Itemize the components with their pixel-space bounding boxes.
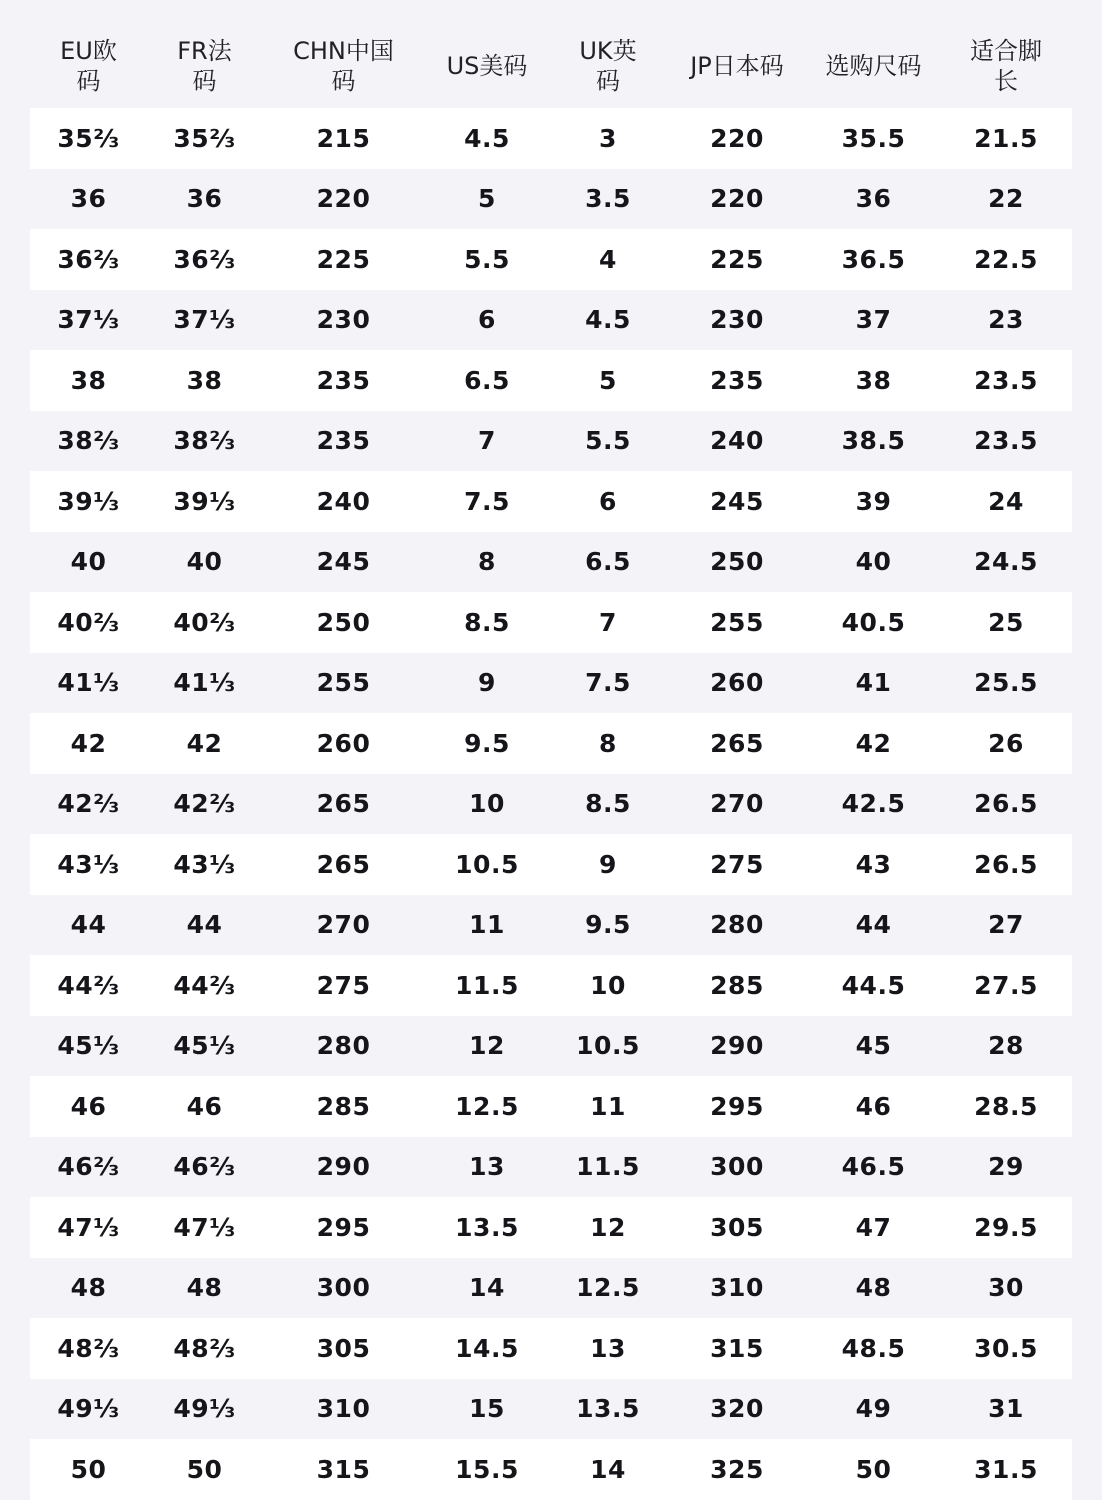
cell-chosen-size: 44	[855, 910, 892, 940]
cell-chn: 235	[316, 426, 371, 456]
cell-us: 13	[469, 1152, 505, 1182]
cell-fr: 44	[186, 910, 223, 940]
cell-us: 7.5	[464, 486, 510, 516]
table-row	[30, 471, 1072, 532]
cell-fr: 47⅓	[173, 1212, 236, 1242]
header-jp	[667, 51, 807, 81]
cell-chn: 275	[316, 970, 371, 1000]
header-fr-line1: FR法 码	[177, 37, 232, 95]
cell-foot-length: 29	[988, 1152, 1024, 1182]
cell-eu: 50	[70, 1454, 107, 1484]
cell-us: 6.5	[464, 365, 510, 395]
cell-chosen-size: 38.5	[841, 426, 906, 456]
cell-uk: 10.5	[576, 1031, 640, 1061]
cell-uk: 7.5	[585, 668, 631, 698]
cell-eu: 44⅔	[57, 970, 120, 1000]
cell-uk: 14	[590, 1454, 626, 1484]
cell-chn: 250	[316, 607, 371, 637]
cell-jp: 220	[710, 123, 764, 153]
cell-us: 13.5	[455, 1212, 519, 1242]
cell-foot-length: 23.5	[974, 365, 1038, 395]
cell-chosen-size: 35.5	[841, 123, 906, 153]
table-row	[30, 411, 1072, 472]
cell-jp: 260	[710, 668, 764, 698]
cell-chn: 265	[316, 849, 371, 879]
cell-us: 9.5	[464, 728, 510, 758]
cell-us: 5.5	[464, 244, 510, 274]
cell-foot-length: 26	[988, 728, 1024, 758]
cell-eu: 37⅓	[57, 305, 120, 335]
cell-eu: 49⅓	[57, 1394, 120, 1424]
cell-foot-length: 30	[988, 1273, 1024, 1303]
cell-eu: 46	[70, 1091, 107, 1121]
cell-fr: 40⅔	[173, 607, 236, 637]
table-row	[30, 532, 1072, 593]
cell-jp: 275	[710, 849, 764, 879]
cell-uk: 10	[590, 970, 626, 1000]
cell-chn: 255	[316, 668, 371, 698]
cell-foot-length: 28	[988, 1031, 1024, 1061]
cell-fr: 48⅔	[173, 1333, 236, 1363]
cell-foot-length: 26.5	[974, 789, 1038, 819]
cell-jp: 270	[710, 789, 764, 819]
cell-uk: 12.5	[576, 1273, 640, 1303]
cell-uk: 13.5	[576, 1394, 640, 1424]
table-row	[30, 955, 1072, 1016]
header-chosen-size-line1: 选购尺码	[825, 52, 922, 80]
cell-jp: 300	[710, 1152, 764, 1182]
header-foot-length-line1: 适合脚 长	[970, 37, 1042, 95]
cell-fr: 42⅔	[173, 789, 236, 819]
cell-uk: 8.5	[585, 789, 631, 819]
cell-chosen-size: 37	[855, 305, 892, 335]
cell-jp: 305	[710, 1212, 764, 1242]
cell-eu: 47⅓	[57, 1212, 120, 1242]
cell-jp: 240	[710, 426, 764, 456]
cell-fr: 45⅓	[173, 1031, 236, 1061]
cell-us: 12	[469, 1031, 505, 1061]
cell-eu: 46⅔	[57, 1152, 120, 1182]
header-uk	[549, 36, 667, 96]
cell-foot-length: 25	[988, 607, 1024, 637]
table-row	[30, 774, 1072, 835]
cell-jp: 285	[710, 970, 764, 1000]
cell-jp: 310	[710, 1273, 764, 1303]
cell-chosen-size: 42.5	[841, 789, 906, 819]
cell-jp: 250	[710, 547, 764, 577]
cell-jp: 295	[710, 1091, 764, 1121]
cell-foot-length: 23	[988, 305, 1024, 335]
cell-us: 10.5	[455, 849, 519, 879]
cell-fr: 38⅔	[173, 426, 236, 456]
cell-chn: 235	[316, 365, 371, 395]
table-row	[30, 653, 1072, 714]
cell-jp: 245	[710, 486, 764, 516]
cell-uk: 6.5	[585, 547, 631, 577]
table-row	[30, 1076, 1072, 1137]
table-row	[30, 1197, 1072, 1258]
cell-uk: 11.5	[576, 1152, 640, 1182]
cell-us: 11	[469, 910, 505, 940]
cell-chosen-size: 46.5	[841, 1152, 906, 1182]
cell-us: 6	[478, 305, 496, 335]
table-row	[30, 108, 1072, 169]
cell-us: 11.5	[455, 970, 519, 1000]
cell-eu: 43⅓	[57, 849, 120, 879]
cell-fr: 49⅓	[173, 1394, 236, 1424]
cell-fr: 40	[186, 547, 223, 577]
cell-eu: 44	[70, 910, 107, 940]
cell-fr: 43⅓	[173, 849, 236, 879]
cell-uk: 13	[590, 1333, 626, 1363]
cell-foot-length: 30.5	[974, 1333, 1038, 1363]
cell-jp: 290	[710, 1031, 764, 1061]
cell-eu: 40⅔	[57, 607, 120, 637]
cell-jp: 320	[710, 1394, 764, 1424]
table-row	[30, 1137, 1072, 1198]
cell-jp: 325	[710, 1454, 764, 1484]
table-row	[30, 834, 1072, 895]
cell-chosen-size: 40.5	[841, 607, 906, 637]
cell-us: 5	[478, 184, 496, 214]
cell-chosen-size: 46	[855, 1091, 892, 1121]
cell-chosen-size: 45	[855, 1031, 892, 1061]
cell-chosen-size: 36.5	[841, 244, 906, 274]
cell-chn: 240	[316, 486, 371, 516]
cell-us: 14	[469, 1273, 505, 1303]
cell-chosen-size: 36	[855, 184, 892, 214]
cell-jp: 225	[710, 244, 764, 274]
table-row	[30, 1379, 1072, 1440]
cell-jp: 265	[710, 728, 764, 758]
cell-eu: 45⅓	[57, 1031, 120, 1061]
cell-uk: 5	[599, 365, 617, 395]
table-row	[30, 895, 1072, 956]
cell-chn: 300	[316, 1273, 371, 1303]
cell-eu: 36⅔	[57, 244, 120, 274]
cell-chn: 270	[316, 910, 371, 940]
cell-chn: 220	[316, 184, 371, 214]
cell-chosen-size: 39	[855, 486, 892, 516]
cell-chosen-size: 42	[855, 728, 892, 758]
cell-chosen-size: 40	[855, 547, 892, 577]
cell-chn: 310	[316, 1394, 371, 1424]
cell-foot-length: 22.5	[974, 244, 1038, 274]
cell-foot-length: 31.5	[974, 1454, 1038, 1484]
cell-uk: 12	[590, 1212, 626, 1242]
cell-eu: 40	[70, 547, 107, 577]
cell-us: 9	[478, 668, 496, 698]
cell-chosen-size: 44.5	[841, 970, 906, 1000]
cell-chosen-size: 47	[855, 1212, 892, 1242]
cell-foot-length: 27	[988, 910, 1024, 940]
cell-eu: 38	[70, 365, 107, 395]
cell-us: 10	[469, 789, 505, 819]
cell-us: 14.5	[455, 1333, 519, 1363]
table-row	[30, 1016, 1072, 1077]
table-row	[30, 713, 1072, 774]
cell-jp: 315	[710, 1333, 764, 1363]
header-eu	[30, 36, 147, 96]
cell-fr: 48	[186, 1273, 223, 1303]
cell-uk: 4	[599, 244, 617, 274]
cell-uk: 9	[599, 849, 617, 879]
cell-uk: 4.5	[585, 305, 631, 335]
cell-chn: 305	[316, 1333, 371, 1363]
cell-uk: 6	[599, 486, 617, 516]
cell-fr: 44⅔	[173, 970, 236, 1000]
table-row	[30, 1318, 1072, 1379]
header-chn-line1: CHN中国 码	[293, 37, 394, 95]
table-row	[30, 592, 1072, 653]
cell-chn: 285	[316, 1091, 371, 1121]
header-us-line1: US美码	[446, 52, 528, 80]
header-foot-length	[940, 36, 1072, 96]
cell-foot-length: 22	[988, 184, 1024, 214]
cell-foot-length: 28.5	[974, 1091, 1038, 1121]
cell-us: 15	[469, 1394, 505, 1424]
cell-eu: 39⅓	[57, 486, 120, 516]
header-fr	[147, 36, 262, 96]
cell-us: 12.5	[455, 1091, 519, 1121]
cell-jp: 255	[710, 607, 764, 637]
cell-fr: 41⅓	[173, 668, 236, 698]
cell-fr: 36⅔	[173, 244, 236, 274]
table-row	[30, 1439, 1072, 1500]
table-row	[30, 350, 1072, 411]
cell-fr: 46⅔	[173, 1152, 236, 1182]
cell-foot-length: 26.5	[974, 849, 1038, 879]
cell-chn: 230	[316, 305, 371, 335]
cell-fr: 37⅓	[173, 305, 236, 335]
cell-eu: 35⅔	[57, 123, 120, 153]
cell-eu: 36	[70, 184, 107, 214]
cell-uk: 3	[599, 123, 617, 153]
cell-uk: 7	[599, 607, 617, 637]
cell-us: 4.5	[464, 123, 510, 153]
cell-uk: 3.5	[585, 184, 631, 214]
cell-fr: 38	[186, 365, 223, 395]
cell-chosen-size: 50	[855, 1454, 892, 1484]
header-us	[425, 51, 549, 81]
cell-eu: 48⅔	[57, 1333, 120, 1363]
header-eu-line1: EU欧 码	[60, 37, 117, 95]
cell-fr: 35⅔	[173, 123, 236, 153]
cell-foot-length: 27.5	[974, 970, 1038, 1000]
cell-eu: 48	[70, 1273, 107, 1303]
cell-foot-length: 31	[988, 1394, 1024, 1424]
cell-jp: 280	[710, 910, 764, 940]
cell-fr: 36	[186, 184, 223, 214]
cell-us: 8.5	[464, 607, 510, 637]
cell-chn: 290	[316, 1152, 371, 1182]
cell-chn: 260	[316, 728, 371, 758]
cell-chosen-size: 38	[855, 365, 892, 395]
cell-fr: 46	[186, 1091, 223, 1121]
cell-fr: 42	[186, 728, 223, 758]
table-body	[30, 108, 1072, 1500]
cell-chosen-size: 49	[855, 1394, 892, 1424]
cell-chosen-size: 48.5	[841, 1333, 906, 1363]
cell-eu: 41⅓	[57, 668, 120, 698]
cell-foot-length: 24.5	[974, 547, 1038, 577]
cell-us: 8	[478, 547, 496, 577]
cell-fr: 50	[186, 1454, 223, 1484]
cell-us: 7	[478, 426, 496, 456]
table-row	[30, 169, 1072, 230]
cell-uk: 11	[590, 1091, 626, 1121]
cell-uk: 8	[599, 728, 617, 758]
cell-foot-length: 23.5	[974, 426, 1038, 456]
cell-jp: 220	[710, 184, 764, 214]
header-uk-line1: UK英 码	[579, 37, 637, 95]
cell-chn: 295	[316, 1212, 371, 1242]
cell-uk: 9.5	[585, 910, 631, 940]
cell-us: 15.5	[455, 1454, 519, 1484]
cell-eu: 42	[70, 728, 107, 758]
table-row	[30, 290, 1072, 351]
cell-chn: 280	[316, 1031, 371, 1061]
cell-jp: 235	[710, 365, 764, 395]
cell-chn: 225	[316, 244, 371, 274]
cell-chosen-size: 41	[855, 668, 892, 698]
cell-foot-length: 29.5	[974, 1212, 1038, 1242]
cell-foot-length: 25.5	[974, 668, 1038, 698]
cell-jp: 230	[710, 305, 764, 335]
cell-chn: 215	[316, 123, 371, 153]
table-row	[30, 1258, 1072, 1319]
cell-chosen-size: 48	[855, 1273, 892, 1303]
cell-chn: 315	[316, 1454, 371, 1484]
table-row	[30, 229, 1072, 290]
cell-chn: 265	[316, 789, 371, 819]
header-chn	[262, 36, 425, 96]
cell-uk: 5.5	[585, 426, 631, 456]
table-header	[30, 24, 1072, 108]
cell-foot-length: 21.5	[974, 123, 1038, 153]
header-chosen-size	[807, 51, 940, 81]
cell-fr: 39⅓	[173, 486, 236, 516]
cell-foot-length: 24	[988, 486, 1024, 516]
cell-eu: 42⅔	[57, 789, 120, 819]
cell-eu: 38⅔	[57, 426, 120, 456]
cell-chosen-size: 43	[855, 849, 892, 879]
header-jp-line1: JP日本码	[690, 52, 784, 80]
cell-chn: 245	[316, 547, 371, 577]
